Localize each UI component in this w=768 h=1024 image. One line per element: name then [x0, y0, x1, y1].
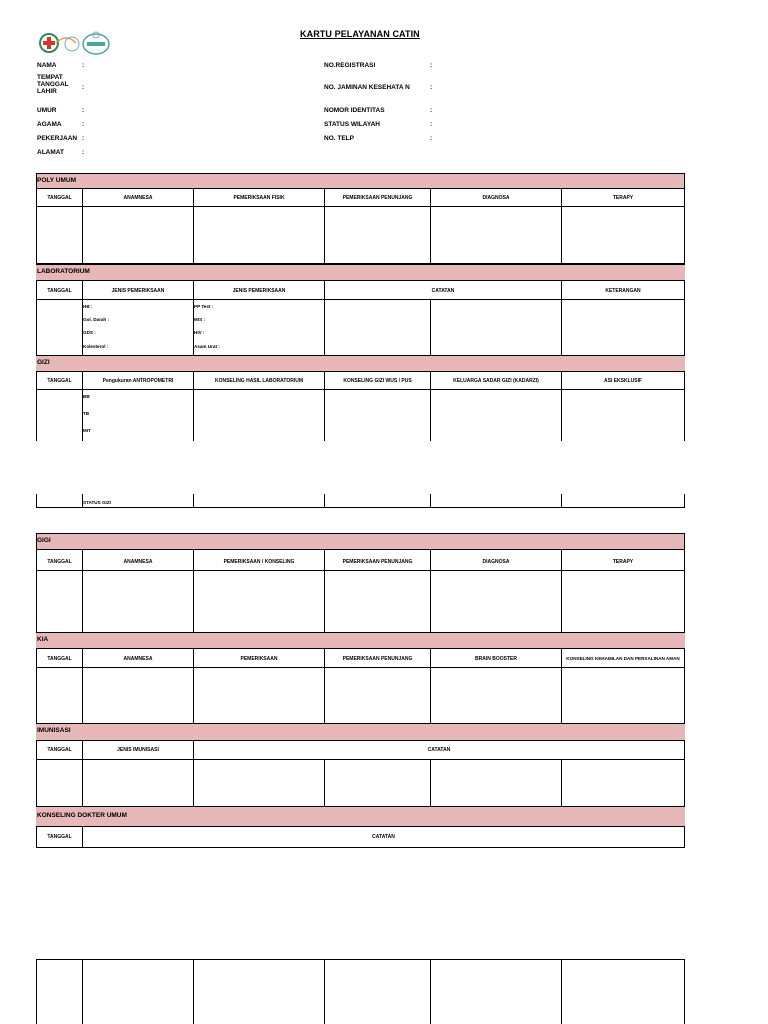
col-header: DIAGNOSA: [482, 559, 510, 565]
divider: [684, 281, 685, 355]
col-header: ANAMNESA: [123, 195, 153, 201]
col-header: JENIS IMUNISASI: [117, 747, 159, 753]
col-header: TANGGAL: [47, 195, 72, 201]
divider: [36, 959, 685, 960]
divider: [36, 173, 37, 264]
divider: [430, 959, 431, 1024]
col-header: DIAGNOSA: [482, 195, 510, 201]
divider: [36, 507, 685, 508]
divider: [36, 494, 37, 508]
lab-item: Kolesterol :: [83, 344, 109, 349]
col-header: CATATAN: [427, 747, 451, 753]
gizi-item: TB: [83, 411, 90, 416]
divider: [684, 827, 685, 848]
wilayah-label: STATUS WILAYAH: [324, 121, 380, 128]
agama-colon: :: [82, 121, 85, 128]
divider: [684, 494, 685, 508]
col-header: ANAMNESA: [123, 656, 153, 662]
section-poly-umum: POLY UMUM: [36, 173, 685, 189]
jaminan-label: NO. JAMINAN KESEHATA N: [324, 84, 410, 91]
divider: [684, 959, 685, 1024]
section-laboratorium: LABORATORIUM: [36, 264, 685, 281]
section-konseling: KONSELING DOKTER UMUM: [36, 806, 685, 827]
divider: [324, 759, 325, 806]
col-header: Pengukuran ANTROPOMETRI: [102, 378, 174, 384]
col-header: TERAPY: [612, 559, 634, 565]
identitas-label: NOMOR IDENTITAS: [324, 107, 385, 114]
noreg-colon: :: [430, 62, 433, 69]
col-header: TANGGAL: [47, 559, 72, 565]
section-kia: KIA: [36, 632, 685, 649]
col-header: ASI EKSKLUSIF: [603, 378, 643, 384]
divider: [684, 372, 685, 441]
alamat-colon: :: [82, 149, 85, 156]
divider: [36, 533, 37, 632]
divider: [430, 494, 431, 508]
page-title: KARTU PELAYANAN CATIN: [300, 29, 420, 39]
agama-label: AGAMA: [37, 121, 62, 128]
divider: [684, 649, 685, 723]
identitas-colon: :: [430, 107, 433, 114]
divider: [561, 494, 562, 508]
lab-item: Asam Urat :: [194, 344, 220, 349]
divider: [684, 533, 685, 632]
col-header: CATATAN: [431, 288, 455, 294]
gizi-item: BB: [83, 394, 90, 399]
col-header: PEMERIKSAAN: [240, 656, 278, 662]
col-header: PEMERIKSAAN PENUNJANG: [342, 559, 413, 565]
col-header: TANGGAL: [47, 288, 72, 294]
col-header: KELUARGA SADAR GIZI (KADARZI): [453, 378, 539, 384]
section-imunisasi: IMUNISASI: [36, 723, 685, 741]
divider: [36, 206, 685, 207]
divider: [36, 959, 37, 1024]
section-gizi: GIZI: [36, 355, 685, 372]
umur-label: UMUR: [37, 107, 57, 114]
col-header: TANGGAL: [47, 834, 72, 840]
col-header: CATATAN: [372, 834, 395, 840]
lab-item: HIV :: [194, 330, 205, 335]
divider: [561, 759, 562, 806]
nama-label: NAMA: [37, 62, 57, 69]
gizi-item: IMT: [83, 428, 91, 433]
nama-colon: :: [82, 62, 85, 69]
col-header: TANGGAL: [47, 747, 72, 753]
jaminan-colon: :: [430, 84, 433, 91]
noreg-label: NO.REGISTRASI: [324, 62, 376, 69]
divider: [36, 389, 685, 390]
col-header: PEMERIKSAAN / KONSELING: [223, 559, 295, 565]
col-header: JENIS PEMERIKSAAN: [232, 288, 286, 294]
col-header: KONSELING HASIL LABORATORIUM: [214, 378, 304, 384]
col-header: ANAMNESA: [123, 559, 153, 565]
divider: [430, 299, 431, 355]
divider: [82, 959, 83, 1024]
divider: [36, 299, 685, 300]
divider: [193, 959, 194, 1024]
pekerjaan-colon: :: [82, 135, 85, 142]
divider: [324, 494, 325, 508]
divider: [36, 570, 685, 571]
lab-item: HB :: [83, 304, 93, 309]
lab-item: IMS :: [194, 317, 205, 322]
col-header: JENIS PEMERIKSAAN: [111, 288, 165, 294]
col-header: BRAIN BOOSTER: [475, 656, 517, 662]
divider: [684, 173, 685, 264]
col-header: PEMERIKSAAN FISIK: [233, 195, 285, 201]
col-header: TANGGAL: [47, 378, 72, 384]
col-header: KETERANGAN: [605, 288, 641, 294]
col-header: PEMERIKSAAN PENUNJANG: [342, 656, 413, 662]
lab-item: PP Test :: [194, 304, 214, 309]
umur-colon: :: [82, 107, 85, 114]
ttl-colon: :: [82, 84, 85, 91]
col-header: PEMERIKSAAN PENUNJANG: [342, 195, 413, 201]
divider: [36, 847, 685, 848]
alamat-label: ALAMAT: [37, 149, 64, 156]
ttl-label: TEMPAT TANGGAL LAHIR: [37, 74, 69, 95]
divider: [561, 959, 562, 1024]
col-header: KONSELING GIZI WUS / PUS: [343, 378, 412, 384]
col-header: KONSELING KEHAMILAN DAN PERSALINAN AMAN: [566, 656, 680, 661]
lab-item: Gol. Darah :: [83, 317, 110, 322]
col-header: TERAPY: [612, 195, 634, 201]
telp-colon: :: [430, 135, 433, 142]
wilayah-colon: :: [430, 121, 433, 128]
lab-item: GDS :: [83, 330, 96, 335]
divider: [193, 494, 194, 508]
divider: [430, 759, 431, 806]
section-gigi: GIGI: [36, 533, 685, 550]
col-header: TANGGAL: [47, 656, 72, 662]
divider: [36, 759, 685, 760]
pekerjaan-label: PEKERJAAN: [37, 135, 78, 142]
divider: [324, 959, 325, 1024]
status-gizi-label: STATUS GIZI: [83, 500, 111, 505]
divider: [36, 667, 685, 668]
telp-label: NO. TELP: [324, 135, 354, 142]
logo-icon: [38, 28, 112, 58]
divider: [684, 741, 685, 806]
